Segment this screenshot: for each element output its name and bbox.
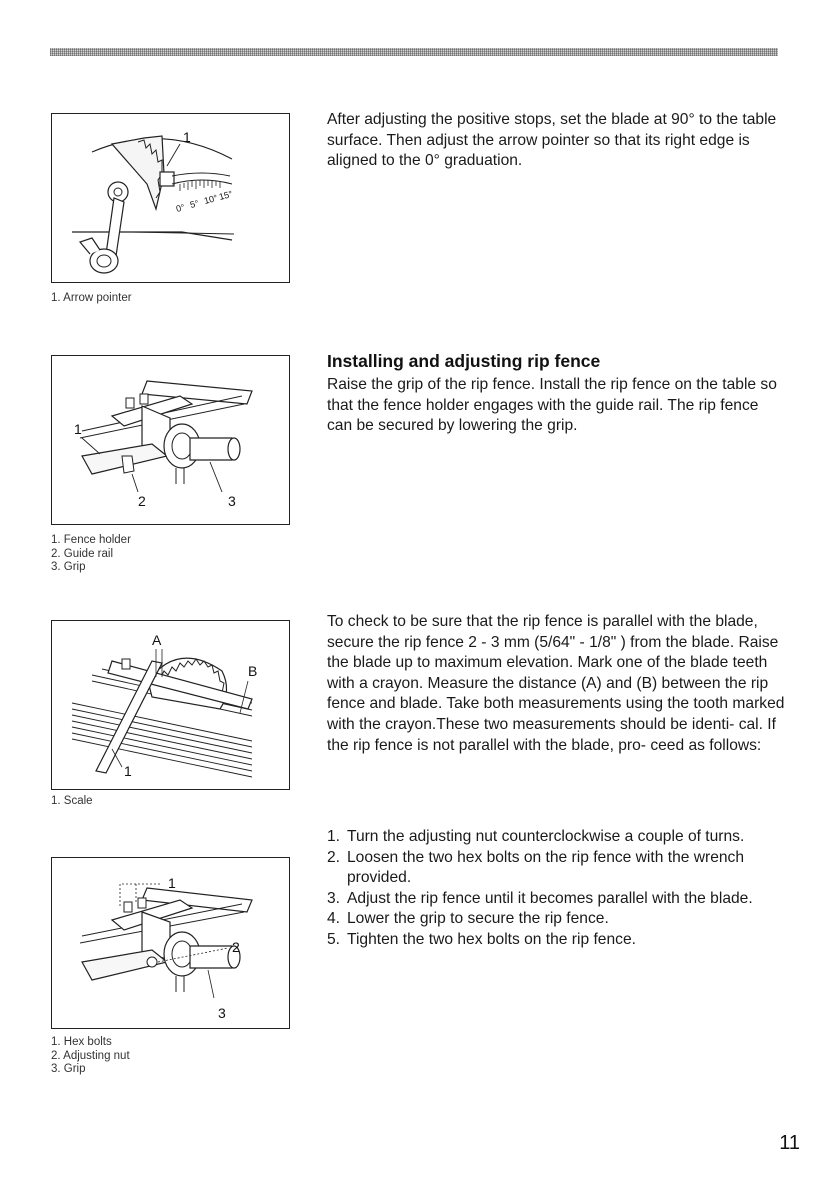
page-number: 11 (779, 1132, 800, 1154)
step-item (327, 848, 787, 889)
scale-mark-0: 0° (174, 202, 186, 214)
caption-item: 1. Fence holder (51, 534, 131, 546)
step-text: Loosen the two hex bolts on the rip fence with the wrench provided. (347, 848, 745, 887)
caption-figure-4 (51, 1036, 130, 1077)
caption-item: 1. Hex bolts (51, 1036, 112, 1048)
step-number: 1. (327, 828, 341, 845)
step-item (327, 827, 787, 848)
figure-arrow-pointer (51, 113, 290, 283)
figure-rip-fence-parallel (51, 620, 290, 790)
callout-3: 3 (228, 493, 236, 509)
step-number: 5. (327, 930, 341, 948)
scale-illustration (52, 621, 289, 789)
step-number: 4. (327, 910, 341, 928)
header-band (50, 48, 778, 56)
callout-2: 2 (232, 939, 240, 955)
caption-figure-2 (51, 534, 131, 575)
callout-A: A (152, 632, 162, 648)
caption-figure-1 (51, 292, 132, 306)
callout-B: B (248, 663, 258, 679)
scale-mark-15: 15° (217, 188, 234, 202)
step-number: 3. (327, 889, 341, 907)
callout-1: 1 (183, 129, 191, 145)
hex-bolts-illustration (52, 858, 289, 1028)
caption-item: 1. Arrow pointer (51, 292, 132, 304)
paragraph-arrow-pointer: After adjusting the positive stops, set the blade at 90° to the table surface. Then adjust the arrow pointer so that its right edge is aligned to the 0° graduation. (327, 111, 777, 170)
step-text: Adjust the rip fence until it becomes parallel with the blade. (347, 889, 753, 907)
paragraph-check-parallel: To check to be sure that the rip fence is parallel with the blade, secure the rip fence 2 - 3 mm (5/64" - 1/8" ) from the blade. Raise the blade up to maximum elevation. Mark one of the blade teeth with a crayon. Measure the distance (A) and (B) between the rip fence and blade. Take both measurements using the tooth marked with the crayon.These two measurements should be identi- cal. If the rip fence is not parallel with the blade, pro- ceed as follows: (327, 613, 785, 754)
arrow-pointer-illustration (52, 114, 289, 282)
step-item (327, 930, 787, 951)
paragraph-install-rip-fence: Raise the grip of the rip fence. Install the rip fence on the table so that the fence holder engages with the guide rail. The rip fence can be secured by lowering the grip. (327, 376, 777, 435)
caption-item: 3. Grip (51, 1063, 86, 1075)
callout-1: 1 (124, 763, 132, 779)
caption-item: 3. Grip (51, 561, 86, 573)
callout-1: 1 (74, 421, 82, 437)
scale-mark-10: 10° (202, 192, 219, 206)
step-text: Tighten the two hex bolts on the rip fence. (347, 930, 636, 948)
figure-rip-fence-adjust (51, 857, 290, 1029)
callout-1: 1 (168, 875, 176, 891)
step-text: Lower the grip to secure the rip fence. (347, 910, 609, 928)
adjustment-steps (327, 827, 787, 951)
step-number: 2. (327, 848, 341, 866)
scale-mark-5: 5° (188, 198, 200, 210)
step-item (327, 889, 787, 910)
caption-item: 2. Guide rail (51, 547, 114, 560)
callout-3: 3 (218, 1005, 226, 1021)
step-item (327, 909, 787, 930)
rip-fence-illustration (52, 356, 289, 524)
step-text: Turn the adjusting nut counterclockwise a couple of turns. (347, 828, 745, 845)
figure-rip-fence-install (51, 355, 290, 525)
caption-figure-3 (51, 795, 93, 809)
section-heading: Installing and adjusting rip fence (327, 351, 601, 371)
callout-2: 2 (138, 493, 146, 509)
caption-item: 2. Adjusting nut (51, 1049, 130, 1062)
caption-item: 1. Scale (51, 795, 93, 807)
